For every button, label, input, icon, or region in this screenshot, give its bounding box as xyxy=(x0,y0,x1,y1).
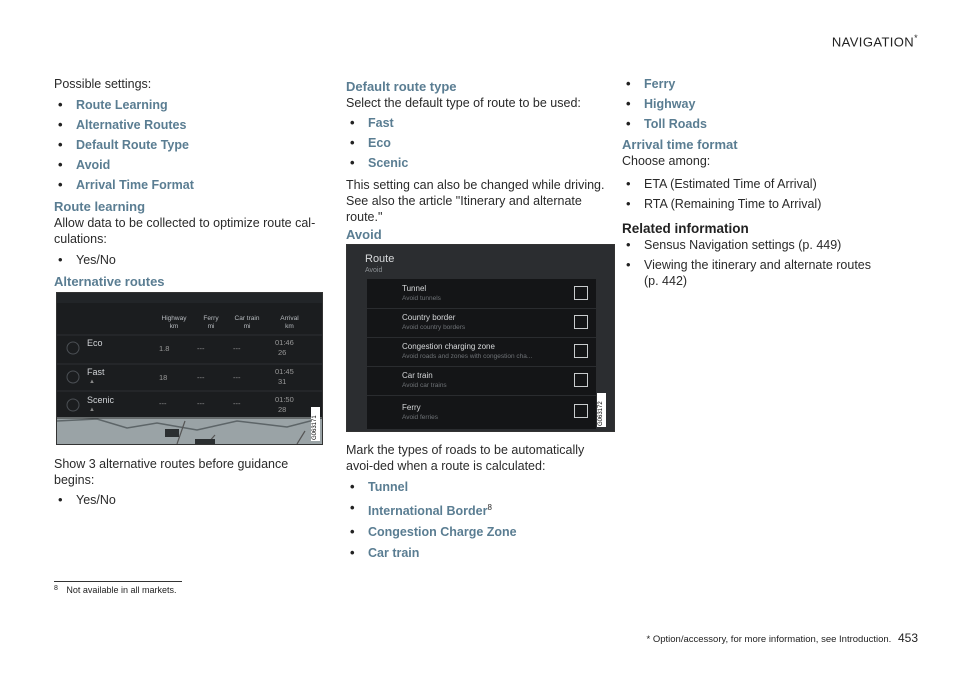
change-text: This setting can also be changed while driving. See also the article "Itinerary and alternate route." xyxy=(346,178,605,224)
route-learning-option: • Yes/No xyxy=(54,252,316,268)
alternative-routes-screen xyxy=(56,292,323,445)
route-arrival: 01:45 xyxy=(275,367,294,376)
col-unit: km xyxy=(169,323,179,330)
settings-item[interactable]: • Route Learning xyxy=(54,97,322,113)
alt-routes-heading: Alternative routes xyxy=(54,274,165,289)
avoid-row[interactable] xyxy=(367,366,596,396)
default-route-heading: Default route type xyxy=(346,79,457,94)
footnote-ref: 8 xyxy=(487,503,492,512)
avoid-checkbox[interactable] xyxy=(574,286,588,300)
avoid-checkbox[interactable] xyxy=(574,315,588,329)
route-ferry: --- xyxy=(197,373,205,382)
avoid-item[interactable]: • Toll Roads xyxy=(622,116,892,132)
route-learning-heading: Route learning xyxy=(54,199,146,214)
route-ferry: --- xyxy=(197,399,205,408)
screen-title: Route xyxy=(365,253,395,265)
avoid-item[interactable]: • Car train xyxy=(346,545,614,561)
footnote-text: Not available in all markets. xyxy=(66,585,177,595)
settings-item[interactable]: • Avoid xyxy=(54,157,322,173)
avoid-row-sub: Avoid roads and zones with congestion cha... xyxy=(402,353,533,360)
avoid-row[interactable] xyxy=(367,308,596,338)
related-heading: Related information xyxy=(622,221,749,236)
route-type-item[interactable]: • Eco xyxy=(346,135,614,151)
route-name: Scenic xyxy=(87,395,115,405)
route-row-scenic[interactable] xyxy=(87,395,317,421)
col-unit: mi xyxy=(243,323,251,330)
related-link[interactable]: • Viewing the itinerary and alternate routes (p. 442) xyxy=(622,257,884,289)
avoid-row[interactable] xyxy=(367,279,596,309)
footnote-number: 8 xyxy=(54,585,58,592)
route-type-item[interactable]: • Scenic xyxy=(346,155,614,171)
route-highway: 1.8 xyxy=(159,344,170,353)
settings-item[interactable]: • Default Route Type xyxy=(54,137,322,153)
avoid-row-label: Tunnel xyxy=(402,284,427,293)
avoid-item[interactable]: • Ferry xyxy=(622,76,892,92)
ferry-icon: ▲ xyxy=(89,379,95,385)
avoid-item[interactable]: • Highway xyxy=(622,96,892,112)
intro-text: Possible settings: xyxy=(54,77,152,91)
route-highway: 18 xyxy=(159,373,168,382)
image-code-tag xyxy=(597,393,606,427)
avoid-list xyxy=(367,279,596,429)
route-train: --- xyxy=(233,399,241,408)
footnote xyxy=(54,585,176,595)
settings-item[interactable]: • Alternative Routes xyxy=(54,117,322,133)
image-code-tag xyxy=(311,407,320,441)
avoid-settings-screen xyxy=(346,244,615,432)
route-type-item[interactable]: • Fast xyxy=(346,115,614,131)
avoid-row[interactable] xyxy=(367,395,596,429)
alt-routes-option: • Yes/No xyxy=(54,492,316,508)
header-asterisk: * xyxy=(914,33,918,43)
page-footer xyxy=(647,631,919,645)
arrival-option: • RTA (Remaining Time to Arrival) xyxy=(622,196,892,212)
col-header: Ferry xyxy=(203,315,219,322)
avoid-heading: Avoid xyxy=(346,227,382,242)
default-route-text: Select the default type of route to be used: xyxy=(346,96,581,110)
header-title: NAVIGATION xyxy=(831,34,915,50)
route-arrival-sub: 31 xyxy=(278,377,287,386)
page-number: 453 xyxy=(897,631,918,645)
avoid-item-international-border[interactable] xyxy=(346,500,614,519)
avoid-row[interactable] xyxy=(367,337,596,367)
avoid-row-label: Congestion charging zone xyxy=(402,342,495,351)
col-header: Car train xyxy=(234,315,260,322)
col-header: Arrival xyxy=(280,315,299,322)
screen-subtitle: Avoid xyxy=(365,267,383,274)
footer-note: * Option/accessory, for more information, see Introduction. xyxy=(646,634,892,645)
route-arrival: 01:46 xyxy=(275,338,294,347)
route-arrival-sub: 26 xyxy=(278,348,287,357)
route-row-fast[interactable] xyxy=(87,367,317,393)
alt-routes-text: Show 3 alternative routes before guidance begins: xyxy=(54,457,289,487)
avoid-item[interactable]: • Tunnel xyxy=(346,479,614,495)
avoid-checkbox[interactable] xyxy=(574,404,588,418)
image-code: G063172 xyxy=(598,401,604,426)
route-name: Fast xyxy=(87,367,105,377)
route-row-eco[interactable] xyxy=(87,338,317,364)
route-learning-text: Allow data to be collected to optimize route cal-culations: xyxy=(54,216,316,246)
arrival-text: Choose among: xyxy=(622,154,711,168)
route-ferry: --- xyxy=(197,344,205,353)
settings-list xyxy=(54,97,322,193)
page-header xyxy=(832,33,918,49)
col-unit: mi xyxy=(207,323,215,330)
avoid-checkbox[interactable] xyxy=(574,373,588,387)
avoid-text: Mark the types of roads to be automatically avoi-ded when a route is calculated: xyxy=(346,443,585,473)
avoid-row-label: Car train xyxy=(402,371,433,380)
route-arrival: 01:50 xyxy=(275,395,294,404)
avoid-row-label: Ferry xyxy=(402,403,421,412)
avoid-row-label: Country border xyxy=(402,313,456,322)
route-name: Eco xyxy=(87,338,103,348)
col-unit: km xyxy=(285,323,294,330)
footnote-rule xyxy=(54,581,182,582)
settings-item[interactable]: • Arrival Time Format xyxy=(54,177,322,193)
arrival-heading: Arrival time format xyxy=(622,137,738,152)
route-highway: --- xyxy=(159,399,167,408)
avoid-row-sub: Avoid car trains xyxy=(402,382,447,389)
avoid-checkbox[interactable] xyxy=(574,344,588,358)
avoid-item-label: International Border xyxy=(368,504,488,519)
ferry-icon: ▲ xyxy=(89,407,95,413)
col-header: Highway xyxy=(161,315,187,322)
route-arrival-sub: 28 xyxy=(278,405,287,414)
avoid-row-sub: Avoid tunnels xyxy=(402,295,441,302)
arrival-option: • ETA (Estimated Time of Arrival) xyxy=(622,176,892,192)
related-link[interactable]: • Sensus Navigation settings (p. 449) xyxy=(622,237,884,253)
avoid-row-sub: Avoid ferries xyxy=(402,414,439,421)
route-train: --- xyxy=(233,373,241,382)
avoid-item[interactable]: • Congestion Charge Zone xyxy=(346,524,614,540)
route-train: --- xyxy=(233,344,241,353)
image-code: G063171 xyxy=(312,415,318,440)
avoid-row-sub: Avoid country borders xyxy=(402,324,466,331)
